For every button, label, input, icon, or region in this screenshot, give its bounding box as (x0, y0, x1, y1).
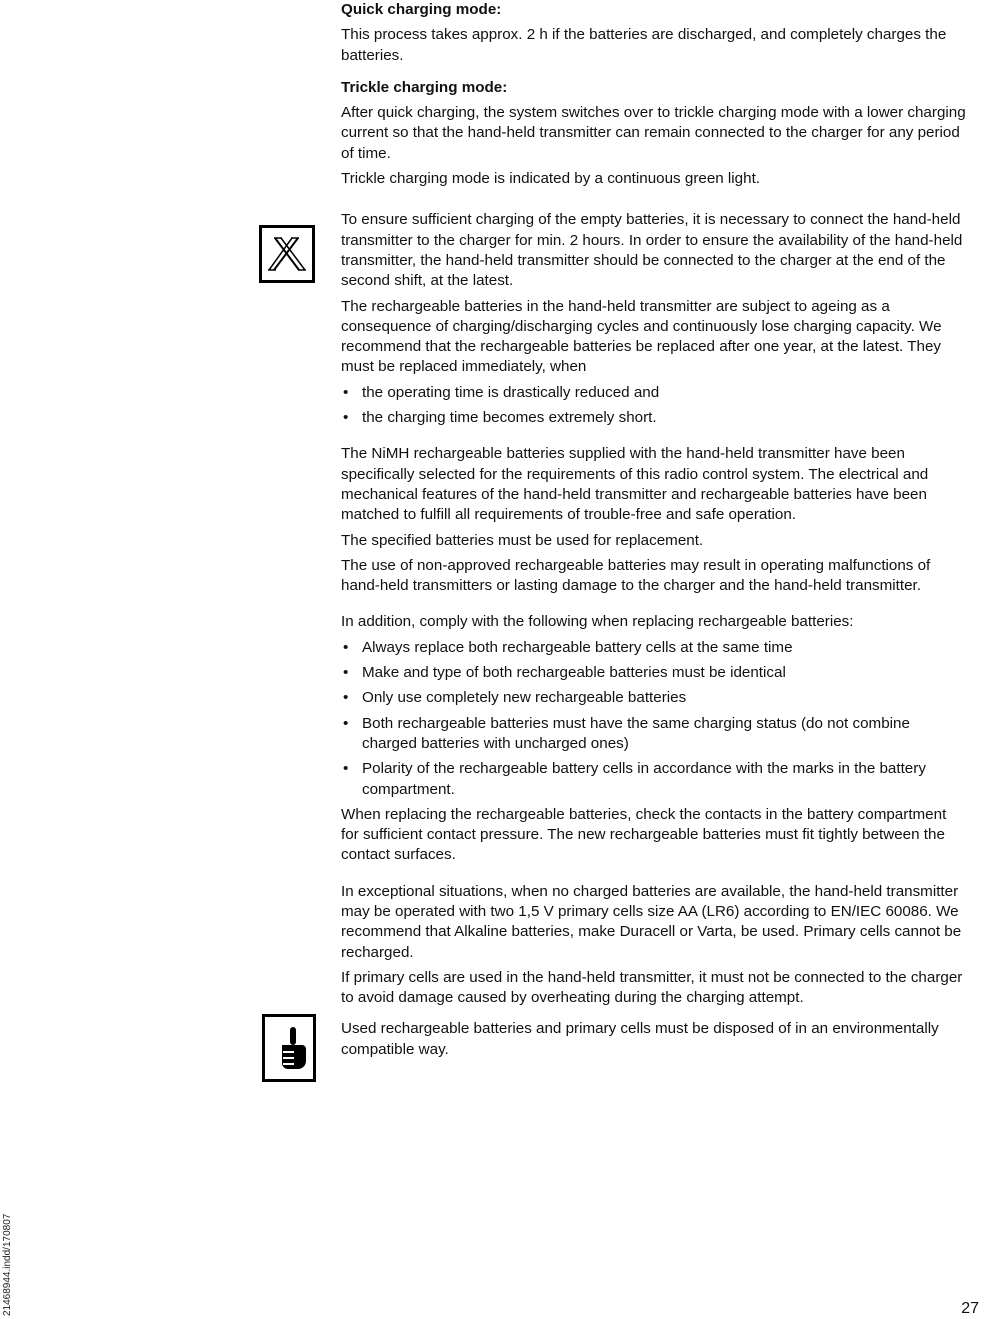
list-item: • Only use completely new rechargeable batteries (341, 688, 966, 708)
non-approved-batteries-text: The use of non-approved rechargeable batteries may result in operating malfunctions of hand-held transmitters or lasting damage to the charger and the hand-held transmitter. (341, 556, 931, 595)
trickle-charging-text: After quick charging, the system switches over to trickle charging mode with a lower charging current so that the hand-held transmitter can remain connected to the charger for any period of time. (341, 104, 966, 162)
list-item: • Polarity of the rechargeable battery cells in accordance with the marks in the battery compartment. (341, 759, 966, 800)
list-item: • the charging time becomes extremely short. (341, 408, 966, 428)
warning-charging-time-text: To ensure sufficient charging of the empty batteries, it is necessary to connect the hand-held transmitter to the charger for min. 2 hours. In order to ensure the availability of the hand-held transmitter, the hand-held transmitter should be connected to the charger at the end of the second shift, at the latest. (341, 211, 963, 290)
document-code: 21468944.indd/170807 (2, 1213, 13, 1316)
trickle-charging-heading: Trickle charging mode: (341, 78, 508, 96)
list-item: • the operating time is drastically reduced and (341, 383, 966, 403)
document-body (341, 0, 966, 1065)
quick-charging-heading: Quick charging mode: (341, 1, 502, 18)
pointing-hand-icon (262, 1014, 316, 1082)
replacement-rules-list (341, 638, 966, 800)
primary-cells-text: In exceptional situations, when no charged batteries are available, the hand-held transmitter may be operated with two 1,5 V primary cells size AA (LR6) according to EN/IEC 60086. We recommend that Alkaline batteries, make Duracell or Varta, be used. Primary cells cannot be recharged. (341, 882, 962, 961)
disposal-text: Used rechargeable batteries and primary cells must be disposed of in an environmentally compatible way. (341, 1020, 939, 1058)
replace-conditions-list (341, 383, 966, 429)
quick-charging-text: This process takes approx. 2 h if the batteries are discharged, and completely charges the batteries. (341, 26, 947, 64)
list-item: • Make and type of both rechargeable batteries must be identical (341, 663, 966, 683)
warning-ageing-text: The rechargeable batteries in the hand-held transmitter are subject to ageing as a consequence of charging/discharging cycles and continuously lose charging capacity. We recommend that the rechargeable batteries be replaced after one year, at the latest. They must be replaced immediately, when (341, 297, 942, 376)
trickle-charging-indicator-text: Trickle charging mode is indicated by a continuous green light. (341, 170, 761, 188)
specified-batteries-text: The specified batteries must be used for replacement. (341, 531, 704, 549)
warning-x-icon (259, 225, 315, 283)
replacement-intro-text: In addition, comply with the following when replacing rechargeable batteries: (341, 613, 854, 631)
primary-cells-warning-text: If primary cells are used in the hand-held transmitter, it must not be connected to the charger to avoid damage caused by overheating during the charging attempt. (341, 968, 963, 1007)
contact-check-text: When replacing the rechargeable batteries, check the contacts in the battery compartment for sufficient contact pressure. The new rechargeable batteries must fit tightly between the contact surfaces. (341, 805, 947, 864)
nimh-batteries-text: The NiMH rechargeable batteries supplied with the hand-held transmitter have been specifically selected for the requirements of this radio control system. The electrical and mechanical features of the hand-held transmitter and rechargeable batteries have been matched to fulfill all requirements of trouble-free and safe operation. (341, 445, 929, 524)
list-item: • Both rechargeable batteries must have the same charging status (do not combine charged batteries with uncharged ones) (341, 714, 966, 755)
page-number: 27 (961, 1300, 979, 1317)
list-item: • Always replace both rechargeable battery cells at the same time (341, 638, 966, 658)
